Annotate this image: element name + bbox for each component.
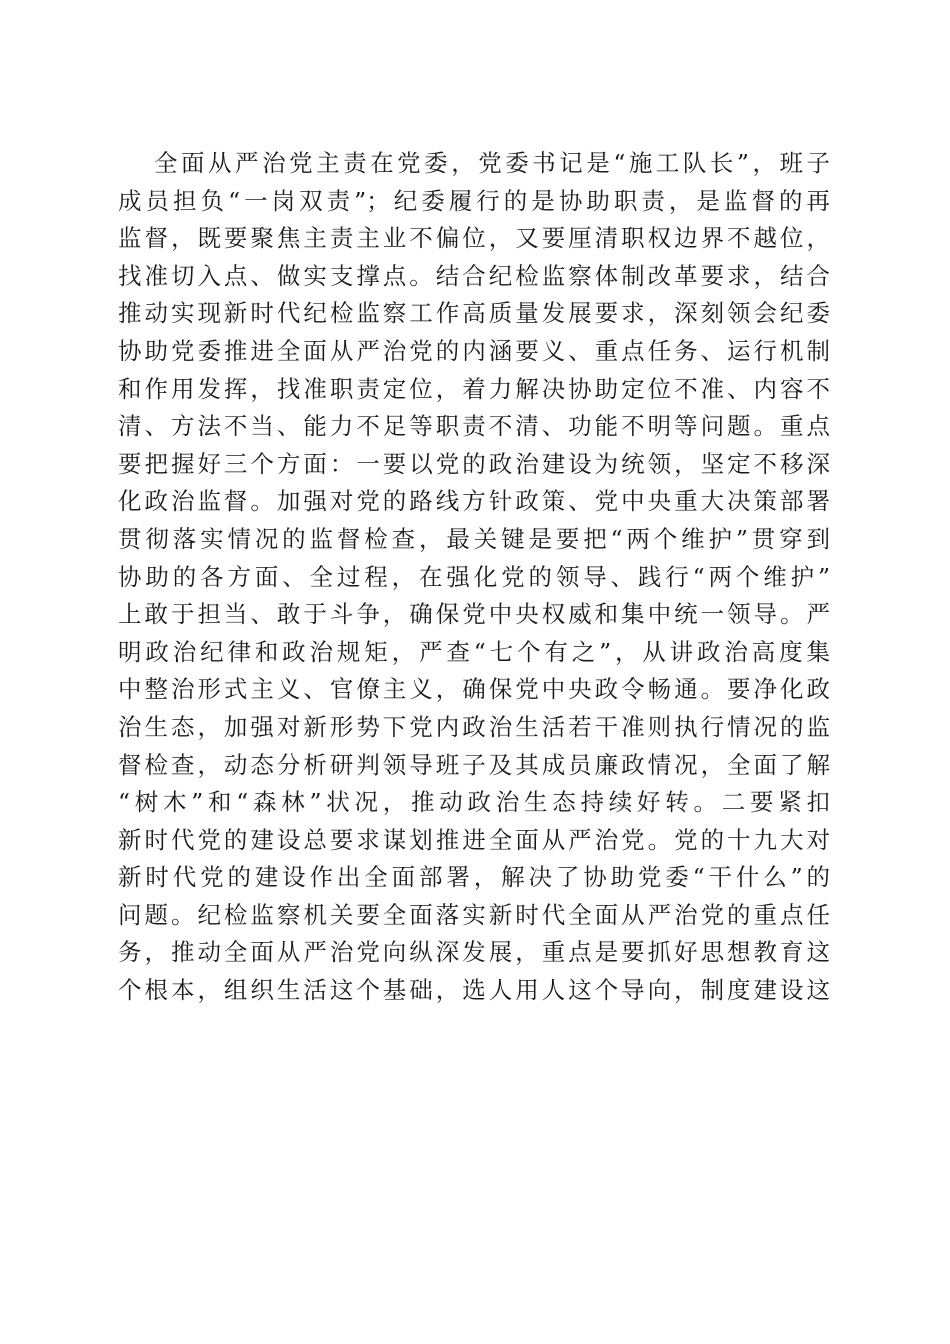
text-line: 清、方法不当、能力不足等职责不清、功能不明等问题。重点: [118, 412, 830, 441]
text-line: 明政治纪律和政治规矩，严查“七个有之”，从讲政治高度集: [118, 637, 830, 666]
text-line: 化政治监督。加强对党的路线方针政策、党中央重大决策部署: [118, 487, 830, 516]
text-line: 推动实现新时代纪检监察工作高质量发展要求，深刻领会纪委: [118, 299, 830, 328]
text-line: 要把握好三个方面：一要以党的政治建设为统领，坚定不移深: [118, 449, 830, 478]
text-line: 务，推动全面从严治党向纵深发展，重点是要抓好思想教育这: [118, 938, 830, 967]
text-line: 协助的各方面、全过程，在强化党的领导、践行“两个维护”: [118, 562, 830, 591]
text-line: 督检查，动态分析研判领导班子及其成员廉政情况，全面了解: [118, 750, 830, 779]
text-line: 成员担负“一岗双责”；纪委履行的是协助职责，是监督的再: [118, 186, 830, 215]
body-paragraph: [118, 145, 830, 1010]
text-line: 新时代党的建设总要求谋划推进全面从严治党。党的十九大对: [118, 825, 830, 854]
text-line: 协助党委推进全面从严治党的内涵要义、重点任务、运行机制: [118, 336, 830, 365]
text-line: 个根本，组织生活这个基础，选人用人这个导向，制度建设这: [118, 976, 830, 1005]
text-line: 问题。纪检监察机关要全面落实新时代全面从严治党的重点任: [118, 900, 830, 929]
text-line: 治生态，加强对新形势下党内政治生活若干准则执行情况的监: [118, 712, 830, 741]
text-line: 中整治形式主义、官僚主义，确保党中央政令畅通。要净化政: [118, 675, 830, 704]
text-line: 监督，既要聚焦主责主业不偏位，又要厘清职权边界不越位，: [118, 224, 830, 253]
text-line: 新时代党的建设作出全面部署，解决了协助党委“干什么”的: [118, 863, 830, 892]
text-line: “树木”和“森林”状况，推动政治生态持续好转。二要紧扣: [118, 788, 830, 817]
text-line: 和作用发挥，找准职责定位，着力解决协助定位不准、内容不: [118, 374, 830, 403]
text-line: 上敢于担当、敢于斗争，确保党中央权威和集中统一领导。严: [118, 600, 830, 629]
text-line: 找准切入点、做实支撑点。结合纪检监察体制改革要求，结合: [118, 261, 830, 290]
text-line: 全面从严治党主责在党委，党委书记是“施工队长”，班子: [154, 149, 830, 177]
text-line: 贯彻落实情况的监督检查，最关键是要把“两个维护”贯穿到: [118, 524, 830, 553]
